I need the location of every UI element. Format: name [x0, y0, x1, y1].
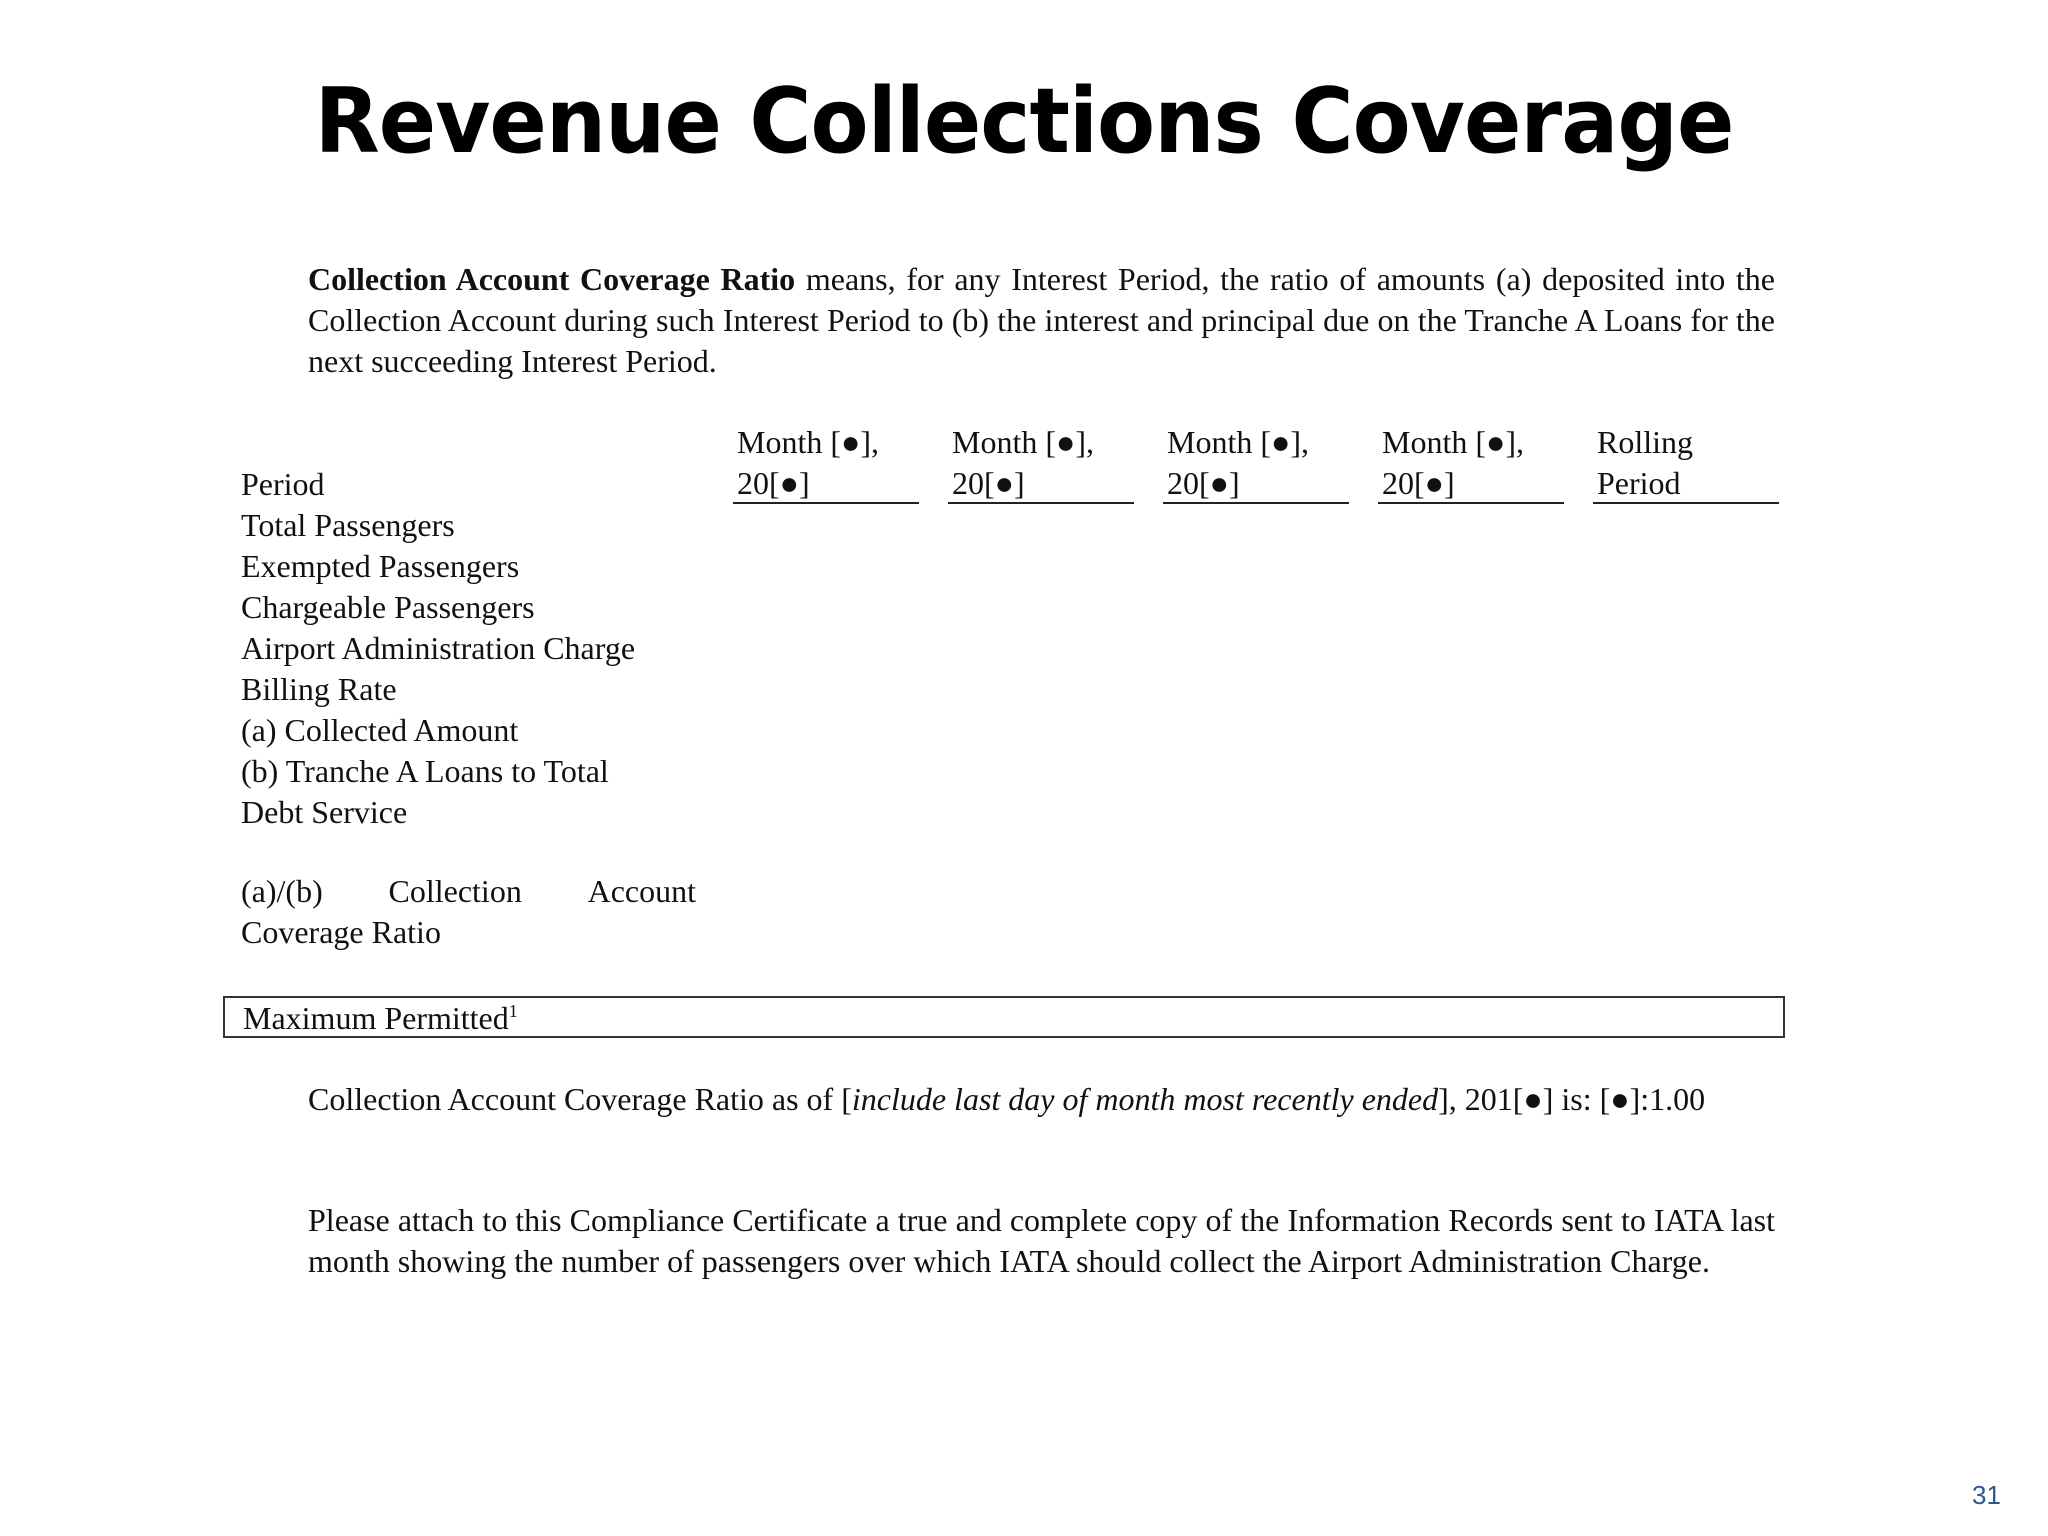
row-labels: [241, 464, 711, 953]
row-label-chargeable-passengers: Chargeable Passengers: [241, 589, 535, 625]
column-header-line1: Month [●],: [737, 424, 879, 460]
definition-text: means, for any Interest Period, the ratio of amounts (a) deposited into the Collection Account during such Interest Period to (b) the interest and principal due on the Tranche A Loans for the next succeeding Interest Period.: [308, 261, 1776, 379]
column-header-month-2: [948, 422, 1134, 504]
row-label-period: Period: [241, 466, 325, 502]
column-header-line2: 20[●]: [737, 465, 810, 501]
page-title: Revenue Collections Coverage: [314, 69, 1734, 174]
column-header-rolling-period: [1593, 422, 1779, 504]
ratio-statement: Collection Account Coverage Ratio as of [include last day of month most recently ended], 201[●] is: [●]:1.00: [308, 1081, 1706, 1117]
column-header-month-3: [1163, 422, 1349, 504]
column-header-month-1: [733, 422, 919, 504]
column-header-line1: Rolling: [1597, 424, 1694, 460]
row-label-debt-service: Debt Service: [241, 794, 408, 830]
maximum-permitted-row: [223, 996, 1785, 1038]
row-label-total-passengers: Total Passengers: [241, 507, 455, 543]
column-header-line2: 20[●]: [1382, 465, 1455, 501]
footnote-mark: 1: [508, 1001, 518, 1021]
row-label-tranche-a-loans: (b) Tranche A Loans to Total: [241, 753, 609, 789]
definition-term: Collection Account Coverage Ratio: [308, 261, 796, 297]
maximum-permitted-label: Maximum Permitted: [243, 1000, 509, 1036]
row-label-exempted-passengers: Exempted Passengers: [241, 548, 520, 584]
column-header-line1: Month [●],: [1167, 424, 1309, 460]
column-header-line1: Month [●],: [952, 424, 1094, 460]
column-header-line2: 20[●]: [1167, 465, 1240, 501]
row-label-coverage-ratio-line1: (a)/(b) Collection Account: [241, 873, 696, 909]
ratio-statement-placeholder: include last day of month most recently ended: [851, 1081, 1439, 1117]
row-label-airport-administration-charge: Airport Administration Charge: [241, 630, 636, 666]
column-header-line2: 20[●]: [952, 465, 1025, 501]
column-header-month-4: [1378, 422, 1564, 504]
row-label-coverage-ratio-line2: Coverage Ratio: [241, 914, 441, 950]
row-label-billing-rate: Billing Rate: [241, 671, 397, 707]
definition-paragraph: [308, 259, 1775, 382]
page-number: 31: [1972, 1480, 2001, 1510]
column-header-line1: Month [●],: [1382, 424, 1524, 460]
attach-statement: Please attach to this Compliance Certificate a true and complete copy of the Information Records sent to IATA last month showing the number of passengers over which IATA should collect the Airport Administration Charge.: [308, 1202, 1775, 1279]
column-header-line2: Period: [1597, 465, 1681, 501]
row-label-collected-amount: (a) Collected Amount: [241, 712, 519, 748]
